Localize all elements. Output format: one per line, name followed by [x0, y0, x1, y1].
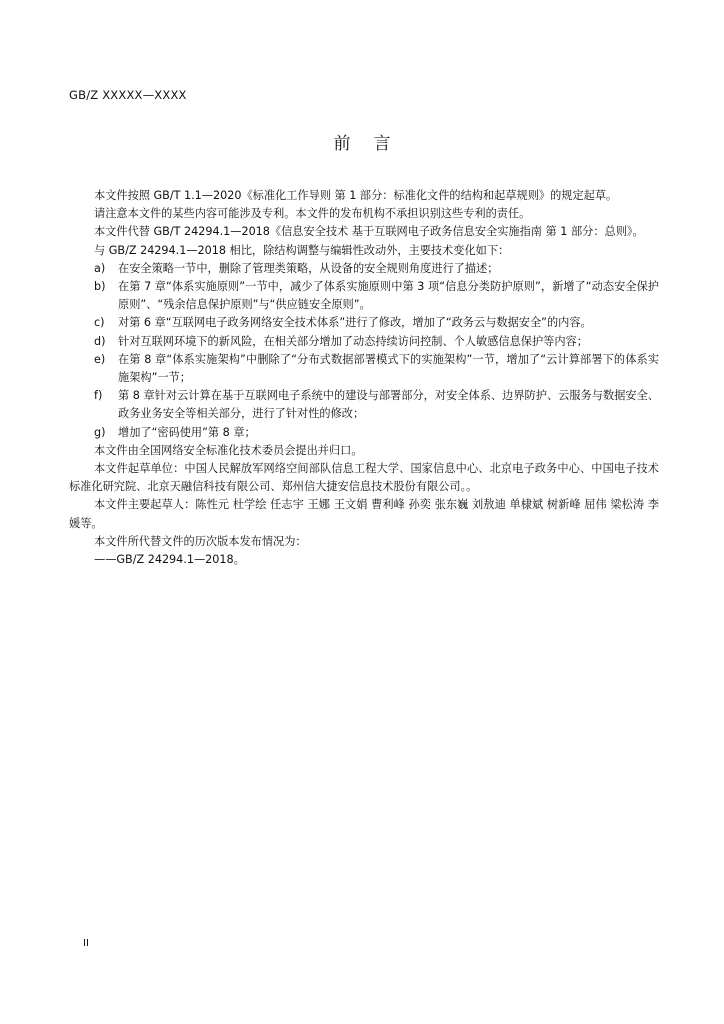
- list-marker: b): [94, 280, 106, 294]
- list-marker: f): [94, 389, 103, 403]
- list-item-text: 针对互联网环境下的新风险，在相关部分增加了动态持续访问控制、个人敏感信息保护等内容；: [118, 334, 588, 348]
- title-char-1: 前: [333, 134, 351, 154]
- paragraph-history-item: ——GB/Z 24294.1—2018。: [94, 553, 245, 567]
- list-item-text: 在第 7 章“体系实施原则”一节中，减少了体系实施原则中第 3 项“信息分类防护原则”，新增了“动态安全保护原则”、“残余信息保护原则”与“供应链安全原则”。: [118, 280, 659, 312]
- list-item: [69, 424, 659, 442]
- paragraph-history-intro: 本文件所代替文件的历次版本发布情况为：: [94, 534, 307, 548]
- list-item-text: 第 8 章针对云计算在基于互联网电子系统中的建设与部署部分，对安全体系、边界防护、云服务与数据安全、政务业务安全等相关部分，进行了针对性的修改；: [118, 389, 659, 421]
- list-item-text: 在安全策略一节中，删除了管理类策略，从设备的安全规则角度进行了描述；: [118, 261, 499, 275]
- paragraph-patent-notice: 请注意本文件的某些内容可能涉及专利。本文件的发布机构不承担识别这些专利的责任。: [94, 207, 531, 221]
- list-marker: e): [94, 352, 106, 366]
- paragraph-replacement: 本文件代替 GB/T 24294.1—2018《信息安全技术 基于互联网电子政务信息安全实施指南 第 1 部分：总则》。: [94, 225, 644, 239]
- paragraph-drafting-units: 本文件起草单位：中国人民解放军网络空间部队信息工程大学、国家信息中心、北京电子政务中心、中国电子技术标准化研究院、北京天融信科技有限公司、郑州信大捷安信息技术股份有限公司。。: [69, 462, 659, 494]
- list-item: [69, 260, 659, 278]
- standard-code: GB/Z XXXXX—XXXX: [69, 88, 187, 102]
- list-marker: c): [94, 316, 105, 330]
- list-item: [69, 314, 659, 332]
- paragraph-drafting-rules: 本文件按照 GB/T 1.1—2020《标准化工作导则 第 1 部分：标准化文件的结构和起草规则》的规定起草。: [94, 189, 618, 202]
- list-marker: a): [94, 261, 106, 275]
- list-item: [69, 351, 659, 387]
- list-item-text: 在第 8 章“体系实施架构”中删除了“分布式数据部署模式下的实施架构”一节，增加了“云计算部署下的体系实施架构”一节；: [118, 352, 659, 385]
- foreword-body: [69, 187, 659, 569]
- paragraph-drafters: 本文件主要起草人：陈性元 杜学绘 任志宇 王娜 王文娟 曹利峰 孙奕 张东巍 刘敖迪 单棣斌 树新峰 屈伟 梁松涛 李媛等。: [69, 498, 659, 530]
- page-number: II: [83, 938, 89, 949]
- list-item: [69, 387, 659, 423]
- list-item-text: 对第 6 章“互联网电子政务网络安全技术体系”进行了修改，增加了“政务云与数据安全”的内容。: [118, 316, 592, 330]
- paragraph-changes-intro: 与 GB/Z 24294.1—2018 相比，除结构调整与编辑性改动外，主要技术变化如下：: [94, 243, 510, 257]
- list-item: [69, 333, 659, 351]
- title-char-2: 言: [373, 134, 391, 154]
- list-marker: g): [94, 425, 106, 439]
- page-title: [0, 129, 724, 154]
- list-item: [69, 278, 659, 314]
- list-marker: d): [94, 334, 106, 348]
- list-item-text: 增加了“密码使用”第 8 章；: [118, 425, 256, 439]
- paragraph-committee: 本文件由全国网络安全标准化技术委员会提出并归口。: [94, 443, 363, 457]
